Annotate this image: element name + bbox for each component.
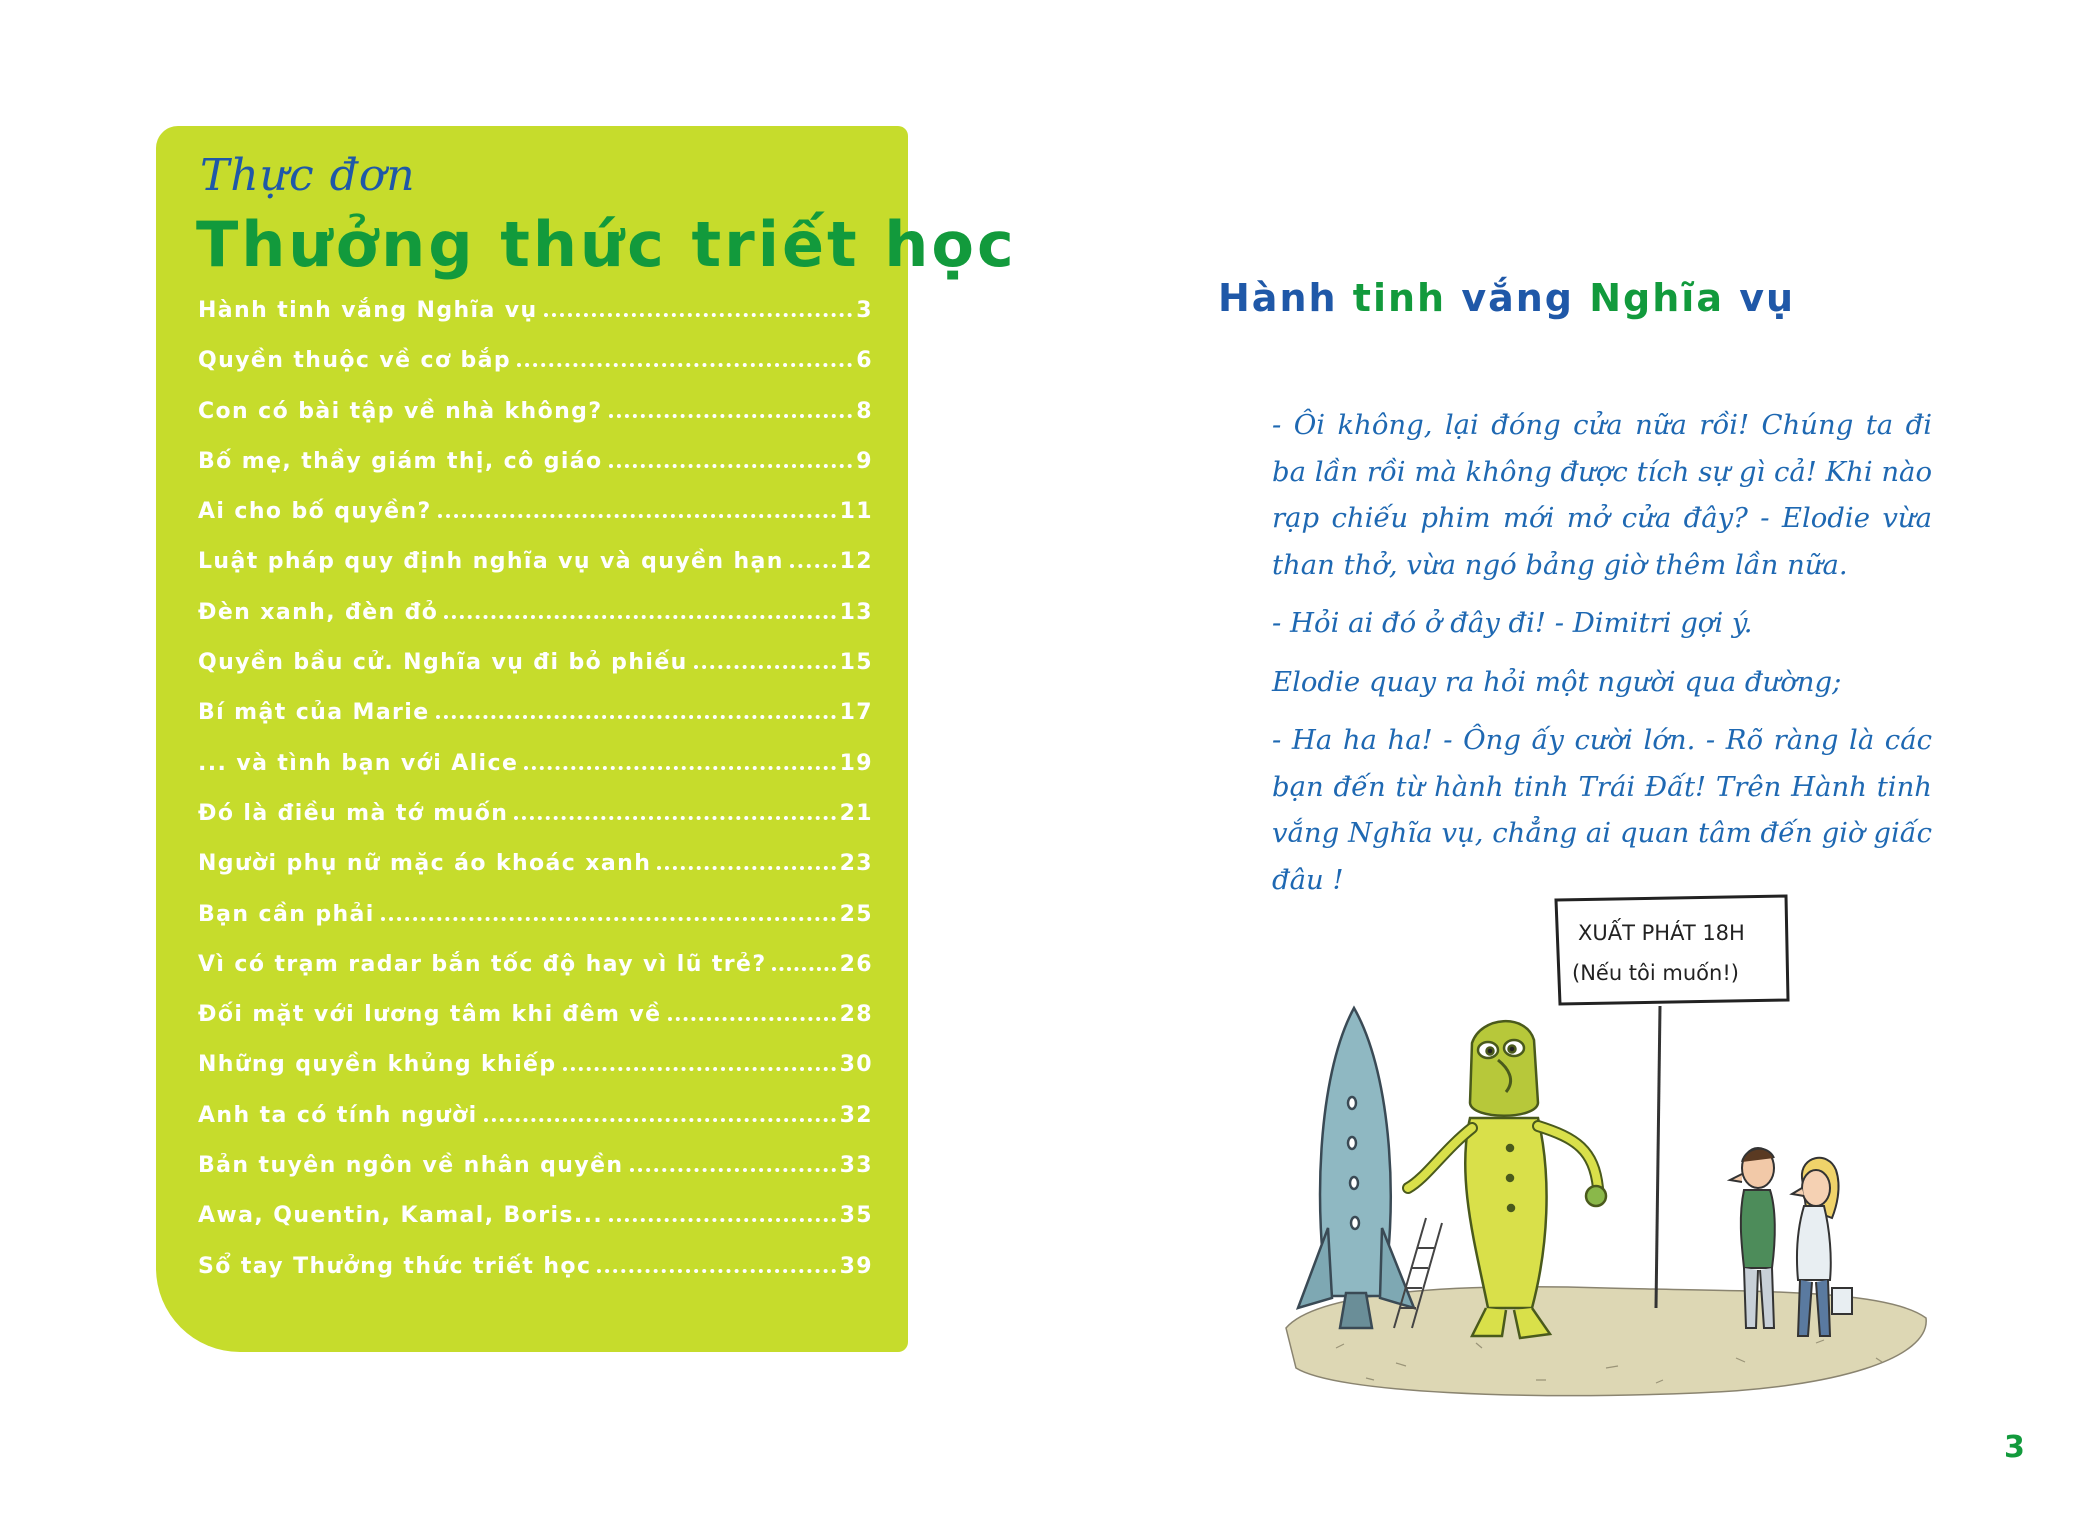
toc-item[interactable] [198, 1052, 873, 1102]
sign-board [1556, 896, 1788, 1004]
toc-item-label: Người phụ nữ mặc áo khoác xanh [198, 851, 652, 877]
toc-item-label: ... và tình bạn với Alice [198, 750, 519, 776]
toc-item[interactable] [198, 298, 873, 348]
toc-item-page: 8 [856, 398, 873, 424]
toc-item-label: Bạn cần phải [198, 901, 375, 927]
toc-item-label: Anh ta có tính người [198, 1102, 478, 1128]
toc-item[interactable] [198, 499, 873, 549]
toc-item-label: Bí mật của Marie [198, 700, 430, 726]
toc-item[interactable] [198, 1153, 873, 1203]
rocket [1298, 1008, 1442, 1328]
toc-dot-leader [484, 1118, 836, 1122]
toc-item-label: Đối mặt với lương tâm khi đêm về [198, 1002, 662, 1028]
toc-item-page: 23 [839, 851, 873, 877]
story-paragraph: - Hỏi ai đó ở đây đi! - Dimitri gợi ý. [1272, 607, 1753, 639]
chapter-title-word: Hành [1218, 276, 1338, 320]
toc-dot-leader [597, 1269, 835, 1273]
toc-item[interactable] [198, 751, 873, 801]
toc-dot-leader [609, 464, 853, 468]
toc-dot-leader [563, 1067, 836, 1071]
page-number: 3 [2004, 1430, 2025, 1465]
toc-item[interactable] [198, 348, 873, 398]
toc-item-label: Những quyền khủng khiếp [198, 1052, 557, 1078]
toc-item-page: 9 [856, 448, 873, 474]
toc-dot-leader [609, 414, 853, 418]
toc-item-label: Hành tinh vắng Nghĩa vụ [198, 298, 538, 323]
toc-item-page: 12 [839, 549, 873, 575]
toc-item-label: Sổ tay Thưởng thức triết học [198, 1253, 592, 1279]
toc-item-page: 17 [839, 700, 873, 726]
toc-kicker: Thực đơn [200, 150, 416, 201]
toc-item-page: 15 [839, 650, 873, 676]
toc-dot-leader [436, 715, 836, 719]
toc-list [198, 298, 873, 1304]
ground-patch [1286, 1287, 1926, 1396]
toc-dot-leader [790, 564, 836, 568]
toc-item[interactable] [198, 1002, 873, 1052]
toc-item[interactable] [198, 952, 873, 1002]
toc-item-page: 13 [839, 599, 873, 625]
toc-item[interactable] [198, 600, 873, 650]
story-paragraph: - Ha ha ha! - Ông ấy cười lớn. - Rõ ràng là các bạn đến từ hành tinh Trái Đất! Trên Hành tinh vắng Nghĩa vụ, chẳng ai quan tâm đến giờ giấc đâu ! [1272, 724, 1932, 896]
toc-item-label: Quyền thuộc về cơ bắp [198, 348, 512, 374]
toc-dot-leader [444, 615, 835, 619]
rocket-alien-illustration [1276, 888, 1936, 1408]
toc-item-page: 30 [839, 1052, 873, 1078]
toc-item-label: Ai cho bố quyền? [198, 499, 432, 525]
toc-item[interactable] [198, 650, 873, 700]
toc-item[interactable] [198, 1254, 873, 1304]
toc-item-label: Awa, Quentin, Kamal, Boris... [198, 1203, 604, 1229]
chapter-title-word: Nghĩa [1589, 276, 1724, 320]
toc-item-label: Vì có trạm radar bắn tốc độ hay vì lũ trẻ? [198, 951, 767, 977]
story-text [1272, 402, 1932, 915]
toc-panel [156, 126, 1017, 1352]
chapter-title-word: tinh [1352, 276, 1447, 320]
toc-item-page: 33 [839, 1153, 873, 1179]
toc-item-page: 11 [839, 499, 873, 525]
sign-text: (Nếu tôi muốn!) [1572, 961, 1739, 985]
toc-dot-leader [514, 816, 835, 820]
toc-item-label: Quyền bầu cử. Nghĩa vụ đi bỏ phiếu [198, 650, 688, 676]
toc-dot-leader [609, 1218, 835, 1222]
toc-item[interactable] [198, 1103, 873, 1153]
toc-dot-leader [630, 1168, 836, 1172]
toc-item-page: 6 [856, 348, 873, 374]
toc-item[interactable] [198, 801, 873, 851]
toc-dot-leader [438, 514, 836, 518]
toc-item-label: Bản tuyên ngôn về nhân quyền [198, 1153, 624, 1179]
toc-item-label: Đèn xanh, đèn đỏ [198, 599, 439, 625]
toc-item[interactable] [198, 700, 873, 750]
toc-dot-leader [524, 766, 835, 770]
chapter-title [1218, 276, 1795, 320]
chapter-title-word: vắng [1461, 276, 1574, 320]
toc-item-page: 3 [856, 298, 873, 323]
toc-item-page: 28 [839, 1002, 873, 1028]
toc-item[interactable] [198, 399, 873, 449]
sign-pole [1656, 1006, 1660, 1308]
toc-dot-leader [517, 363, 852, 367]
toc-item-page: 35 [839, 1203, 873, 1229]
toc-item[interactable] [198, 851, 873, 901]
toc-item-label: Đó là điều mà tớ muốn [198, 800, 509, 826]
toc-dot-leader [657, 866, 835, 870]
toc-item-label: Luật pháp quy định nghĩa vụ và quyền hạn [198, 549, 784, 575]
toc-item-page: 25 [839, 901, 873, 927]
story-paragraph: Elodie quay ra hỏi một người qua đường; [1272, 665, 1842, 698]
toc-item[interactable] [198, 902, 873, 952]
toc-dot-leader [381, 917, 836, 921]
toc-dot-leader [772, 967, 835, 971]
girl [1792, 1158, 1852, 1336]
toc-item-page: 21 [839, 800, 873, 826]
toc-item-page: 19 [839, 750, 873, 776]
toc-item-label: Bố mẹ, thầy giám thị, cô giáo [198, 448, 603, 474]
toc-item-page: 26 [839, 951, 873, 977]
story-paragraph: - Ôi không, lại đóng cửa nữa rồi! Chúng ta đi ba lần rồi mà không được tích sự gì cả! Khi nào rạp chiếu phim mới mở cửa đây? - Elodie vừa than thở, vừa ngó bảng giờ thêm lần nữa. [1272, 409, 1933, 581]
toc-item[interactable] [198, 1203, 873, 1253]
toc-dot-leader [544, 313, 853, 317]
toc-dot-leader [694, 665, 836, 669]
toc-item-page: 32 [839, 1102, 873, 1128]
toc-item[interactable] [198, 549, 873, 599]
sign-text: XUẤT PHÁT 18H [1578, 921, 1745, 945]
toc-dot-leader [668, 1017, 836, 1021]
toc-item-label: Con có bài tập về nhà không? [198, 398, 603, 424]
toc-title: Thưởng thức triết học [196, 208, 1017, 281]
chapter-title-word: vụ [1739, 276, 1796, 320]
toc-item-page: 39 [839, 1253, 873, 1279]
toc-item[interactable] [198, 449, 873, 499]
